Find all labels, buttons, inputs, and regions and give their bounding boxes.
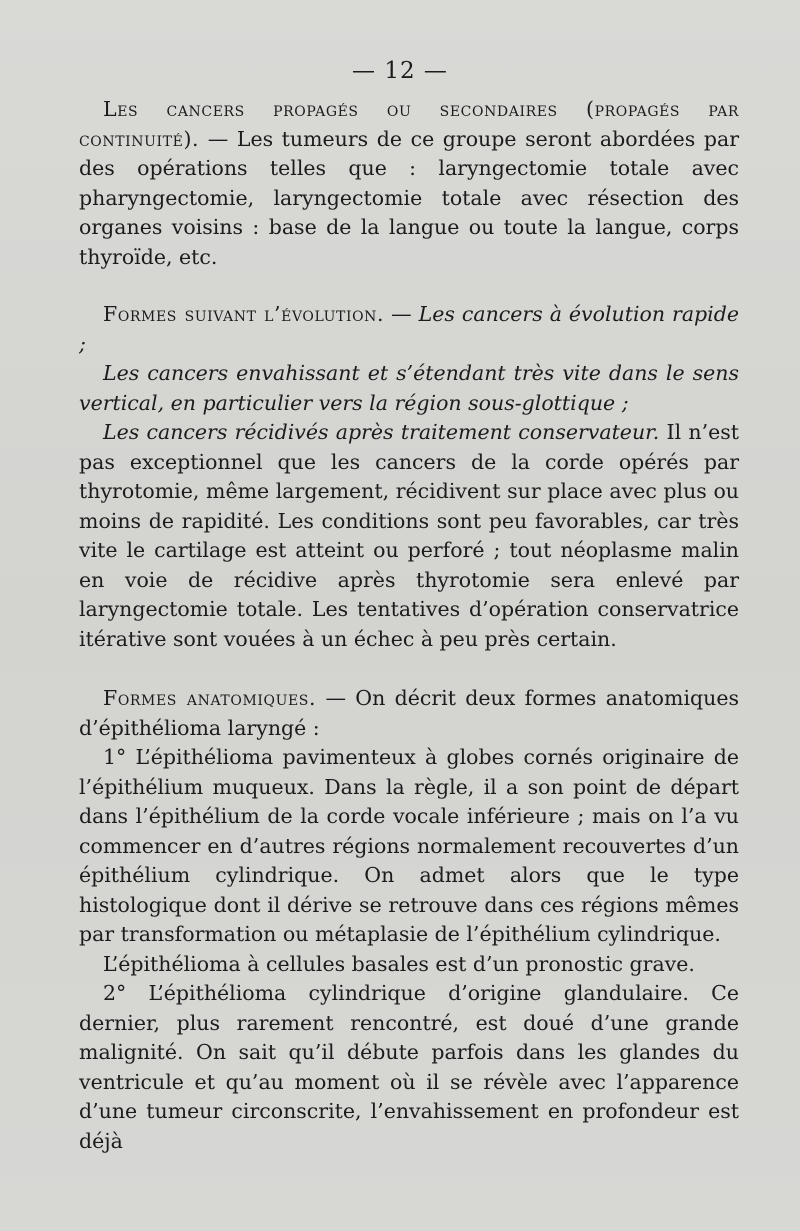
section-propages — [79, 95, 739, 272]
section-heading: Formes anatomiques. — [103, 686, 317, 710]
list-item — [79, 418, 739, 654]
page-number: — 12 — — [352, 58, 448, 84]
heading-dash: — — [384, 302, 419, 326]
list-item — [79, 359, 739, 418]
section-evolution — [79, 300, 739, 359]
paragraph: 1° L’épithélioma pavimenteux à globes cornés originaire de l’épithélium muqueux. Dans la règle, il a son point de départ dans l’épithélium de la corde vocale inférieure ; mais on l’a vu commencer en d’autres régions normalement recouvertes d’un épithélium cylindrique. On admet alors que le type histologique dont il dérive se retrouve dans ces régions mêmes par transformation ou métaplasie de l’épithélium cylindrique. — [79, 745, 739, 946]
section-gap — [79, 272, 739, 300]
heading-dash: — — [316, 686, 356, 710]
section-gap — [79, 654, 739, 684]
paragraph-text: On décrit deux formes anatomiques d’épithélioma laryngé : — [79, 686, 739, 740]
paragraph-text: Les tumeurs de ce groupe seront abordées par des opérations telles que : laryngectomie totale avec pharyngectomie, laryngectomie totale avec résection des organes voisins : base de la langue ou toute la langue, corps thyroïde, etc. — [79, 126, 739, 269]
section-heading: Formes suivant l’évolution. — [103, 302, 385, 326]
paragraph: L’épithélioma à cellules basales est d’un pronostic grave. — [103, 951, 695, 976]
paragraph-text: Il n’est pas exceptionnel que les cancers de la corde opérés par thyrotomie, même largement, récidivent sur place avec plus ou moins de rapidité. Les conditions sont peu favorables, car très vite le cartilage est atteint ou perforé ; tout néoplasme malin en voie de récidive après thyrotomie sera enlevé par laryngectomie totale. Les tentatives d’opération conservatrice itérative sont vouées à un échec à peu près certain. — [79, 420, 740, 651]
page-text — [79, 95, 739, 1156]
heading-dash: — — [199, 126, 237, 151]
paragraph: 2° L’épithélioma cylindrique d’origine glandulaire. Ce dernier, plus rarement rencontré, est doué d’une grande malignité. On sait qu’il débute parfois dans les glandes du ventricule et qu’au moment où il se révèle avec l’apparence d’une tumeur circonscrite, l’envahissement en profondeur est déjà — [79, 981, 739, 1153]
section-anatomiques — [79, 684, 739, 743]
italic-item: Les cancers envahissant et s’étendant très vite dans le sens vertical, en particulier vers la région sous-glottique ; — [79, 361, 739, 415]
italic-item: Les cancers récidivés après traitement conservateur. — [103, 420, 660, 444]
italic-item: Les cancers à évolution rapide ; — [79, 302, 739, 356]
section-heading: Les cancers propagés ou secondaires (propagés par continuité). — [79, 97, 739, 151]
